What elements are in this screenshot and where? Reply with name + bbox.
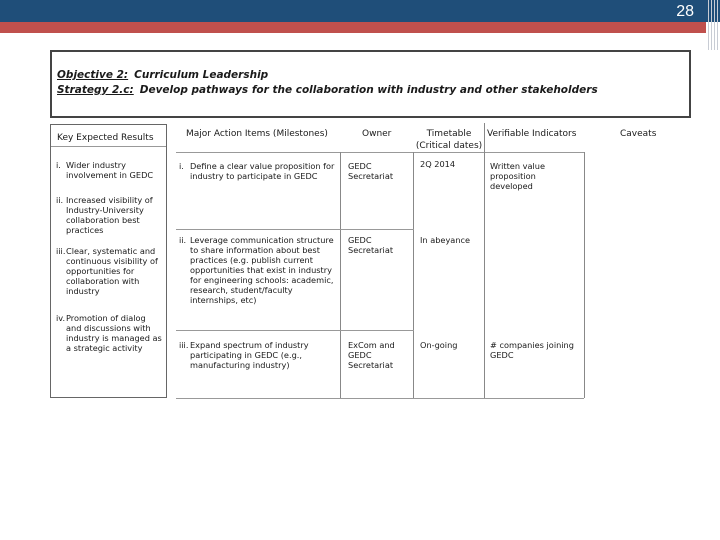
strategy-text: Develop pathways for the collaboration with industry and other stakeholders xyxy=(139,84,598,96)
row-line xyxy=(176,229,414,230)
column-line xyxy=(413,152,414,398)
column-line xyxy=(340,152,341,398)
indicator-cell: Written value proposition developed xyxy=(490,161,545,191)
timetable-cell: In abeyance xyxy=(420,235,471,245)
objective-label: Objective 2: xyxy=(57,69,129,81)
top-banner xyxy=(0,0,720,22)
header-indicators: Verifiable Indicators xyxy=(487,129,577,139)
key-result-item: iv. Promotion of dialog and discussions with industry is managed as a strategic activity xyxy=(56,313,162,353)
objective-text: Curriculum Leadership xyxy=(134,69,269,81)
objective-line xyxy=(57,69,268,81)
strategy-label: Strategy 2.c: xyxy=(57,84,134,96)
objective-box xyxy=(50,50,691,118)
column-line xyxy=(484,123,485,398)
action-item: iii. Expand spectrum of industry participating in GEDC (e.g., manufacturing industry) xyxy=(179,340,309,370)
table-bottom-line xyxy=(176,398,584,399)
header-row-line xyxy=(176,152,584,153)
header-owner: Owner xyxy=(362,129,392,139)
action-item: i. Define a clear value proposition for industry to participate in GEDC xyxy=(179,161,335,181)
key-results-divider xyxy=(51,146,166,147)
strategy-line xyxy=(57,84,598,96)
row-line xyxy=(176,330,414,331)
indicator-cell: # companies joining GEDC xyxy=(490,340,574,360)
action-item: ii. Leverage communication structure to share information about best practices (e.g. publish current opportunities that exist in industry for engineering schools: academic, research, student/faculty internships, etc) xyxy=(179,235,334,305)
header-caveats: Caveats xyxy=(620,129,657,139)
decorative-stripes xyxy=(706,0,720,50)
owner-cell: GEDC Secretariat xyxy=(348,235,394,255)
header-key-results: Key Expected Results xyxy=(57,133,154,143)
column-line xyxy=(584,152,585,398)
key-result-item: ii. Increased visibility of Industry-University collaboration best practices xyxy=(56,195,153,235)
page-number: 28 xyxy=(676,3,694,20)
header-major-actions: Major Action Items (Milestones) xyxy=(186,129,328,139)
header-timetable: Timetable (Critical dates) xyxy=(415,129,483,151)
key-result-item: i. Wider industry involvement in GEDC xyxy=(56,160,154,180)
key-result-item: iii. Clear, systematic and continuous visibility of opportunities for collaboration with industry xyxy=(56,246,158,296)
owner-cell: ExCom and GEDC Secretariat xyxy=(348,340,395,370)
owner-cell: GEDC Secretariat xyxy=(348,161,394,181)
timetable-cell: 2Q 2014 xyxy=(420,159,456,169)
accent-stripe xyxy=(0,22,706,33)
timetable-cell: On-going xyxy=(420,340,458,350)
